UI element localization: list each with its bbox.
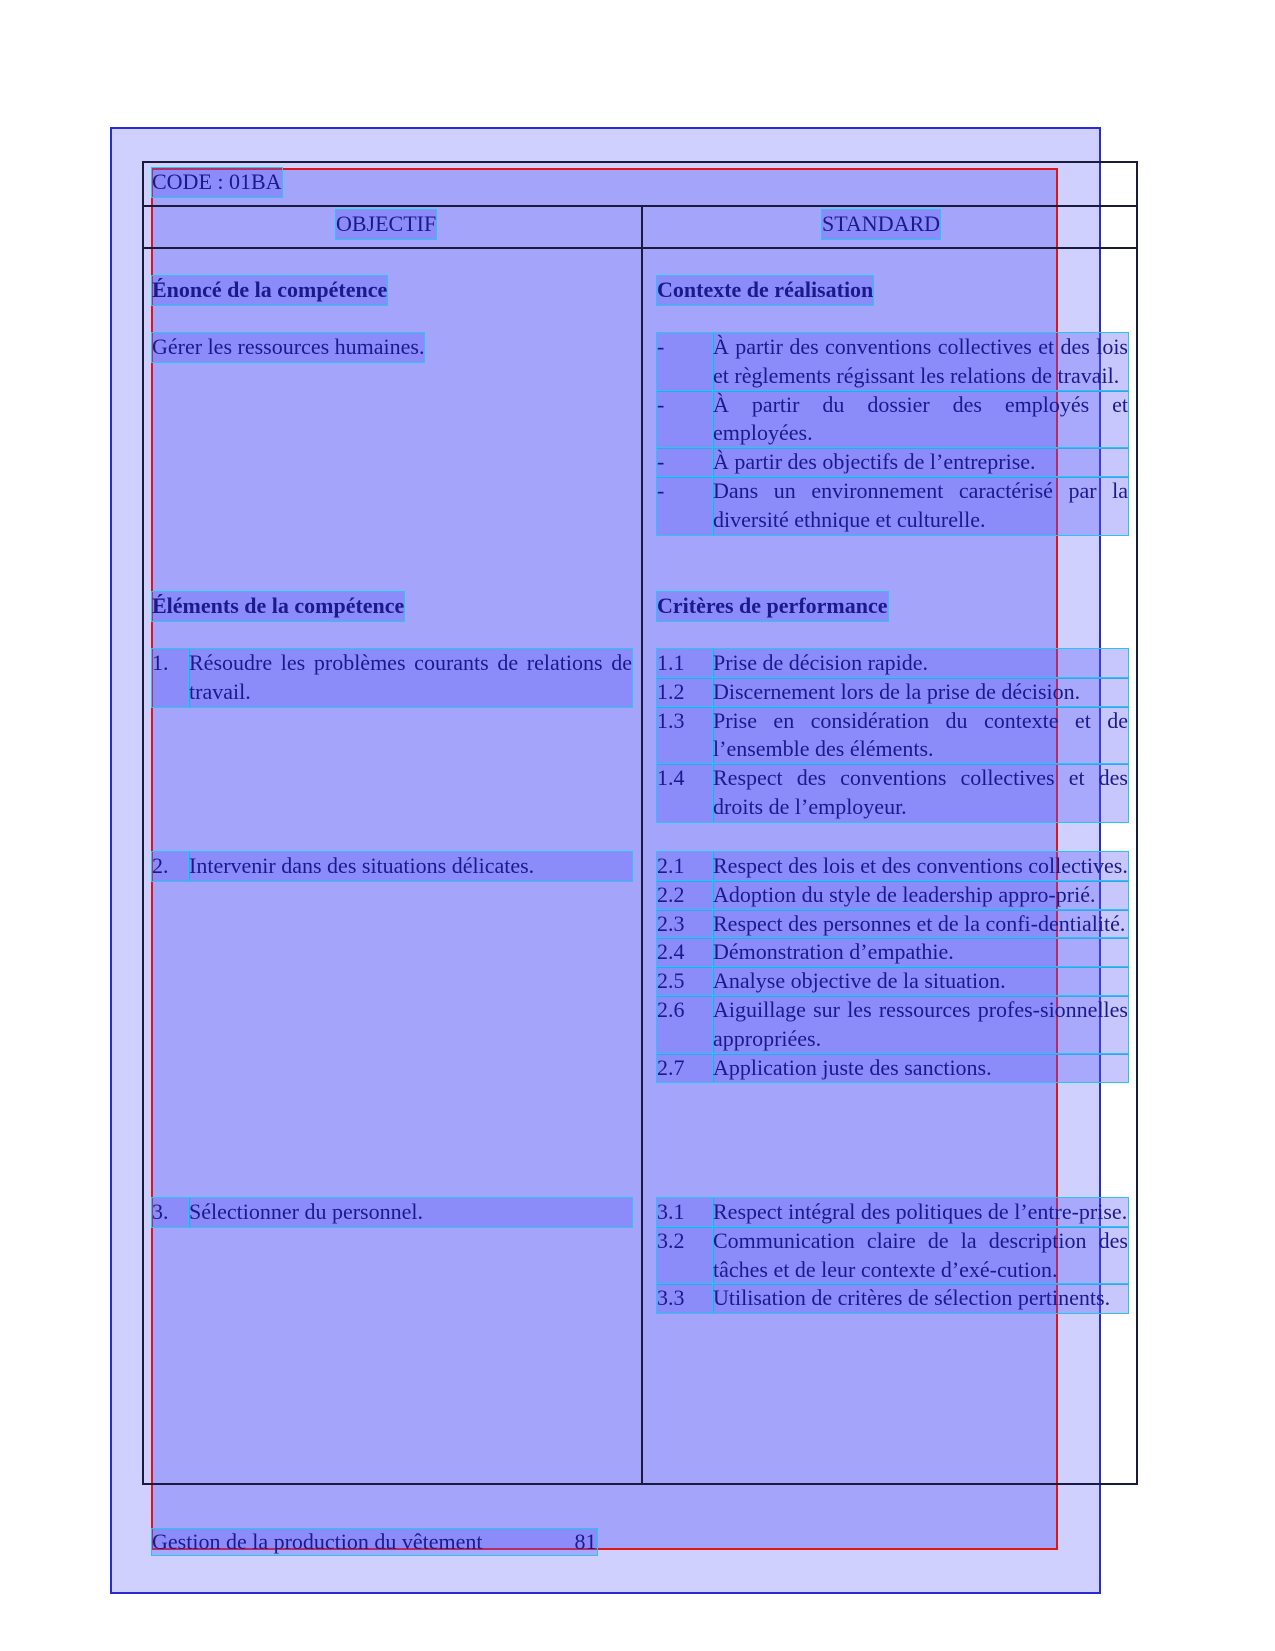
item-text: À partir des objectifs de l’entreprise. (713, 448, 1128, 477)
criterion-text: Respect des conventions collectives et des droits de l’employeur. (713, 764, 1128, 822)
criterion-number: 2.3 (657, 910, 713, 939)
bullet: - (657, 477, 713, 535)
criterion-number: 3.2 (657, 1227, 713, 1285)
item-text: Dans un environnement caractérisé par la diversité ethnique et culturelle. (713, 477, 1128, 535)
criterion-item (657, 707, 1128, 765)
element-item (152, 1198, 632, 1227)
page-footer (152, 1529, 597, 1555)
element-item (152, 852, 632, 881)
criterion-text: Application juste des sanctions. (713, 1054, 1128, 1083)
element-number: 2. (152, 852, 189, 881)
criteria-group-3 (657, 1198, 1128, 1313)
list-item (657, 448, 1128, 477)
element-number: 1. (152, 649, 189, 707)
criterion-text: Prise de décision rapide. (713, 649, 1128, 678)
criterion-item (657, 764, 1128, 822)
element-item (152, 649, 632, 707)
column-divider (641, 205, 643, 1483)
header-objective: OBJECTIF (336, 210, 436, 239)
criterion-item (657, 852, 1128, 881)
header-standard: STANDARD (822, 210, 940, 239)
criterion-text: Adoption du style de leadership appro-prié. (713, 881, 1128, 910)
criterion-item (657, 996, 1128, 1054)
criterion-text: Aiguillage sur les ressources profes-sionnelles appropriées. (713, 996, 1128, 1054)
bullet: - (657, 391, 713, 449)
enonce-title: Énoncé de la compétence (152, 276, 387, 305)
criterion-item (657, 1054, 1128, 1083)
criterion-item (657, 678, 1128, 707)
criterion-text: Analyse objective de la situation. (713, 967, 1128, 996)
code-label: CODE : 01BA (152, 168, 282, 197)
element-text: Résoudre les problèmes courants de relations de travail. (189, 649, 632, 707)
criterion-item (657, 649, 1128, 678)
criterion-number: 1.4 (657, 764, 713, 822)
criterion-text: Prise en considération du contexte et de l’ensemble des éléments. (713, 707, 1128, 765)
list-item (657, 391, 1128, 449)
criterion-text: Discernement lors de la prise de décision. (713, 678, 1128, 707)
criterion-number: 3.1 (657, 1198, 713, 1227)
element-text: Intervenir dans des situations délicates. (189, 852, 632, 881)
criterion-text: Communication claire de la description des tâches et de leur contexte d’exé-cution. (713, 1227, 1128, 1285)
criterion-text: Utilisation de critères de sélection pertinents. (713, 1284, 1128, 1313)
enonce-text: Gérer les ressources humaines. (152, 333, 424, 362)
criterion-item (657, 910, 1128, 939)
criterion-number: 2.1 (657, 852, 713, 881)
contexte-title: Contexte de réalisation (657, 276, 873, 305)
page-number: 81 (574, 1529, 597, 1554)
code-row (144, 163, 1136, 207)
elements-title: Éléments de la compétence (152, 592, 404, 621)
criterion-item (657, 881, 1128, 910)
criterion-item (657, 938, 1128, 967)
criterion-number: 3.3 (657, 1284, 713, 1313)
item-text: À partir des conventions collectives et des lois et règlements régissant les relations de travail. (713, 333, 1128, 391)
list-item (657, 477, 1128, 535)
list-item (657, 333, 1128, 391)
criterion-item (657, 1198, 1128, 1227)
criterion-text: Respect intégral des politiques de l’entre-prise. (713, 1198, 1128, 1227)
criterion-number: 1.3 (657, 707, 713, 765)
bullet: - (657, 333, 713, 391)
contexte-list (657, 333, 1128, 535)
criterion-number: 2.7 (657, 1054, 713, 1083)
criterion-text: Respect des personnes et de la confi-dentialité. (713, 910, 1128, 939)
criterion-item (657, 967, 1128, 996)
element-number: 3. (152, 1198, 189, 1227)
element-text: Sélectionner du personnel. (189, 1198, 632, 1227)
criterion-text: Respect des lois et des conventions collectives. (713, 852, 1128, 881)
criterion-number: 2.5 (657, 967, 713, 996)
criterion-number: 2.2 (657, 881, 713, 910)
criterion-number: 1.2 (657, 678, 713, 707)
criteria-group-1 (657, 649, 1128, 822)
criterion-item (657, 1284, 1128, 1313)
criterion-number: 2.4 (657, 938, 713, 967)
criterion-item (657, 1227, 1128, 1285)
bullet: - (657, 448, 713, 477)
criterion-text: Démonstration d’empathie. (713, 938, 1128, 967)
criteria-group-2 (657, 852, 1128, 1082)
criteres-title: Critères de performance (657, 592, 888, 621)
footer-title: Gestion de la production du vêtement (152, 1529, 483, 1554)
criterion-number: 2.6 (657, 996, 713, 1054)
header-row (144, 205, 1136, 249)
criterion-number: 1.1 (657, 649, 713, 678)
item-text: À partir du dossier des employés et employées. (713, 391, 1128, 449)
